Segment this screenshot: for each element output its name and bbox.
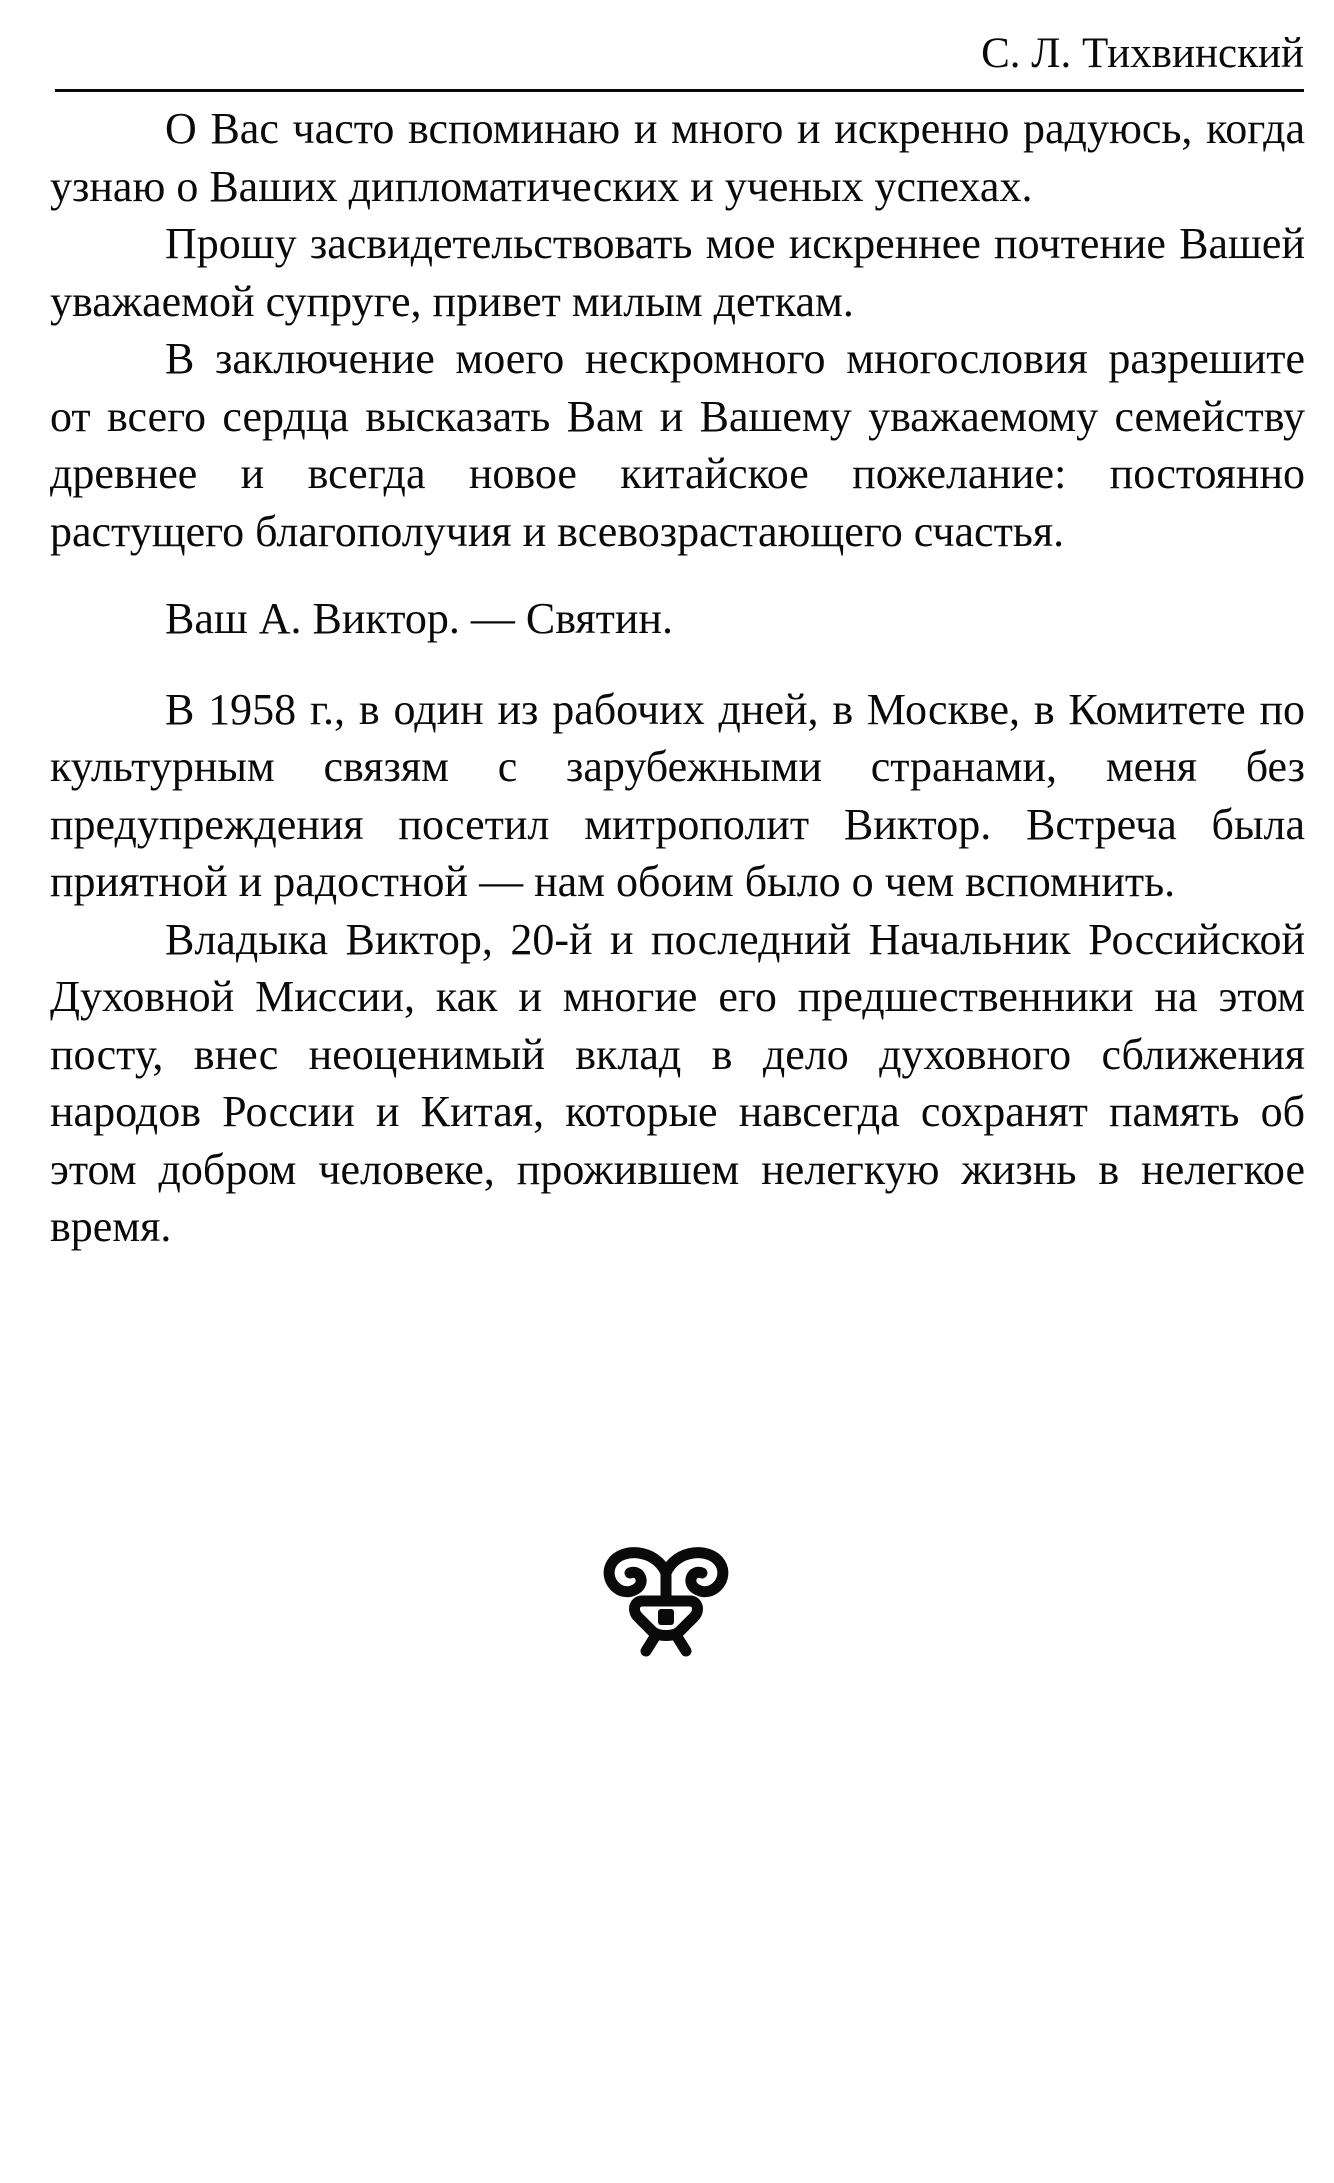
paragraph-3: В заключение моего нескромного многословия разрешите от всего сердца высказать Вам и Вашему уважаемому семейству древнее и всегда новое китайское пожелание: постоянно растущего благополучия и всевозрастающего счастья.: [50, 334, 1305, 556]
paragraph-4: В 1958 г., в один из рабочих дней, в Москве, в Комитете по культурным связям с зарубежными странами, меня без предупреждения посетил митрополит Виктор. Встреча была приятной и радостной — нам обоим было о чем вспомнить.: [50, 684, 1305, 906]
decorative-knot-ornament-icon: [596, 1539, 736, 1659]
paragraph-5: Владыка Виктор, 20-й и последний Начальник Российской Духовной Миссии, как и многие его предшественники на этом посту, внес неоценимый вклад в дело духовного сближения народов России и Китая, которые навсегда сохранят память об этом добром человеке, прожившем нелегкую жизнь в нелегкое время.: [50, 914, 1305, 1251]
header-rule: [55, 89, 1304, 92]
body-text: [50, 100, 1305, 1256]
letter-signature: Ваш А. Виктор. — Святин.: [165, 594, 673, 643]
paragraph-2: Прошу засвидетельствовать мое искреннее почтение Вашей уважаемой супруге, привет милым деткам.: [50, 219, 1305, 326]
running-head: С. Л. Тихвинский: [981, 30, 1304, 77]
paragraph-1: О Вас часто вспоминаю и много и искренно радуюсь, когда узнаю о Ваших дипломатических и ученых успехах.: [50, 104, 1305, 211]
